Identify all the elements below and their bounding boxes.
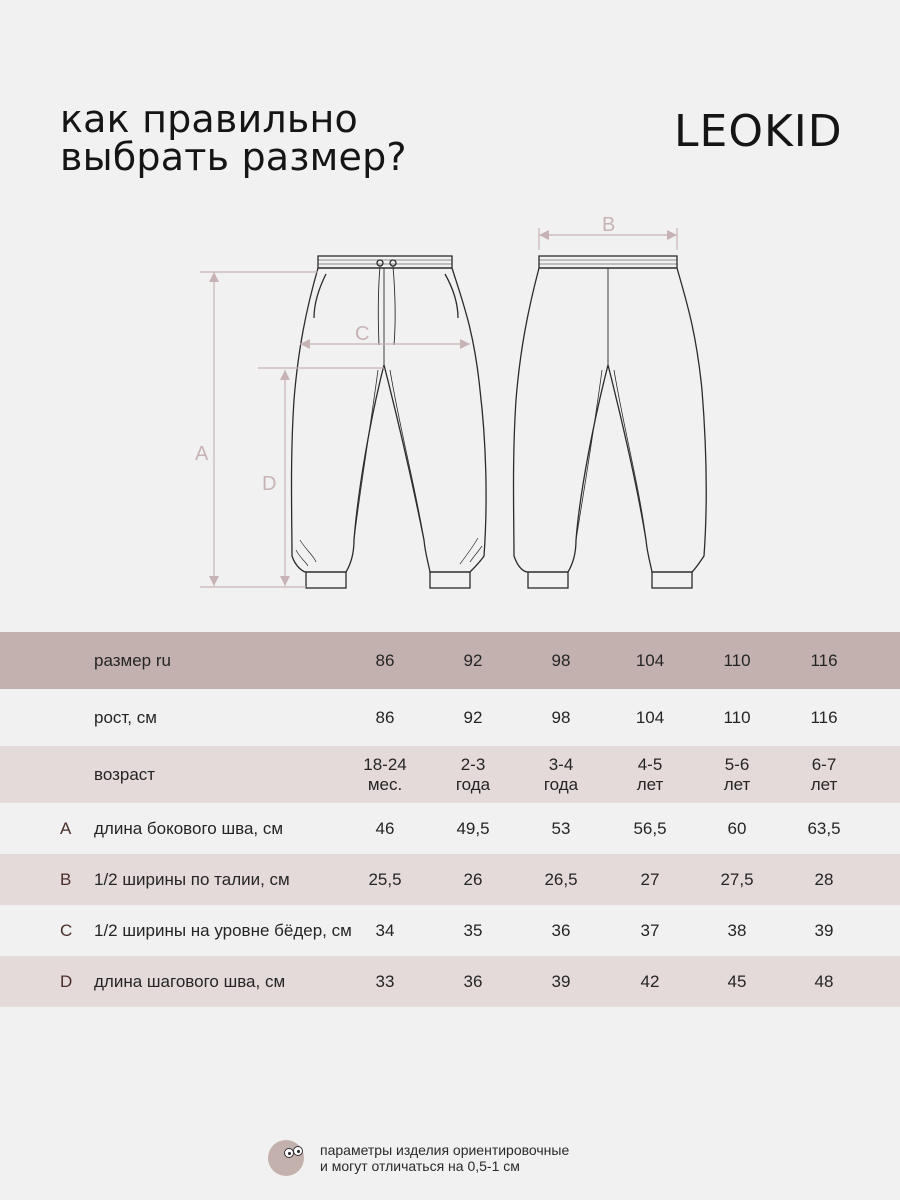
- table-cell: 35: [463, 920, 483, 940]
- mascot-icon: [268, 1140, 304, 1176]
- table-cell: 45: [727, 971, 747, 991]
- table-cell: 26: [463, 869, 483, 889]
- table-cell: 27: [640, 869, 660, 889]
- drawstring-eyelet-right: [390, 260, 396, 266]
- table-row: [0, 905, 900, 956]
- table-row: [0, 632, 900, 689]
- table-row: [0, 746, 900, 803]
- table-cell: 42: [640, 971, 660, 991]
- table-cell: 98: [551, 650, 571, 670]
- row-letter: C: [60, 920, 73, 940]
- measure-c-label: C: [355, 323, 370, 345]
- table-cell: 116: [810, 650, 838, 670]
- back-outline: [514, 268, 707, 572]
- table-cell: 5-6 лет: [723, 754, 751, 794]
- table-cell: 46: [375, 818, 395, 838]
- row-label: возраст: [94, 764, 156, 784]
- title-line-1: как правильно: [60, 97, 358, 141]
- table-row: [0, 689, 900, 746]
- table-cell: 28: [814, 869, 834, 889]
- pants-diagram: [0, 200, 900, 600]
- row-letter: A: [60, 818, 72, 838]
- table-cell: 27,5: [720, 869, 754, 889]
- front-outline: [292, 268, 487, 572]
- table-row: [0, 803, 900, 854]
- table-cell: 110: [723, 707, 751, 727]
- table-cell: 53: [551, 818, 571, 838]
- table-cell: 49,5: [456, 818, 490, 838]
- table-cell: 104: [635, 707, 665, 727]
- front-left-pocket: [314, 274, 326, 318]
- table-cell: 56,5: [633, 818, 667, 838]
- table-cell: 63,5: [807, 818, 841, 838]
- table-cell: 6-7 лет: [810, 754, 838, 794]
- measurement-lines: [200, 228, 677, 587]
- footer-note-line-1: параметры изделия ориентировочные: [320, 1142, 570, 1158]
- row-letter: D: [60, 971, 73, 991]
- table-cell: 48: [814, 971, 834, 991]
- table-cell: 37: [640, 920, 660, 940]
- footer-note-line-2: и могут отличаться на 0,5-1 см: [320, 1158, 520, 1174]
- table-cell: 38: [727, 920, 747, 940]
- row-label: 1/2 ширины по талии, см: [94, 869, 290, 889]
- table-cell: 3-4 года: [543, 754, 579, 794]
- measure-a-label: A: [195, 443, 209, 465]
- measure-b-label: B: [602, 214, 616, 236]
- table-row: [0, 956, 900, 1007]
- table-cell: 116: [810, 707, 838, 727]
- measurement-arrows: [209, 230, 677, 586]
- drawstrings: [378, 266, 395, 345]
- back-right-cuff: [652, 572, 692, 588]
- table-cell: 36: [551, 920, 571, 940]
- table-cell: 92: [463, 707, 483, 727]
- table-cell: 39: [551, 971, 571, 991]
- row-letter: B: [60, 869, 72, 889]
- table-cell: 4-5 лет: [636, 754, 664, 794]
- table-cell: 60: [727, 818, 747, 838]
- row-label: рост, см: [94, 707, 157, 727]
- brand-logo: LEOKID: [674, 106, 843, 157]
- table-cell: 26,5: [544, 869, 578, 889]
- back-left-cuff: [528, 572, 568, 588]
- size-table: [0, 632, 900, 1007]
- title-line-2: выбрать размер?: [60, 135, 407, 179]
- table-cell: 104: [635, 650, 665, 670]
- row-label: 1/2 ширины на уровне бёдер, см: [94, 920, 352, 940]
- table-cell: 2-3 года: [455, 754, 491, 794]
- table-cell: 92: [463, 650, 483, 670]
- table-cell: 34: [375, 920, 395, 940]
- measure-d-label: D: [262, 473, 277, 495]
- table-cell: 86: [375, 650, 395, 670]
- pants-front: [292, 256, 487, 588]
- front-right-cuff: [430, 572, 470, 588]
- back-waistband: [539, 256, 677, 268]
- drawstring-eyelet-left: [377, 260, 383, 266]
- table-cell: 33: [375, 971, 395, 991]
- page-title: [60, 97, 407, 179]
- front-left-cuff: [306, 572, 346, 588]
- pants-back: [514, 256, 707, 588]
- table-row: [0, 854, 900, 905]
- row-label: размер ru: [94, 650, 171, 670]
- table-cell: 36: [463, 971, 483, 991]
- table-cell: 25,5: [368, 869, 402, 889]
- table-cell: 18-24 мес.: [363, 754, 407, 794]
- table-cell: 39: [814, 920, 834, 940]
- row-label: длина шагового шва, см: [94, 971, 286, 991]
- table-cell: 110: [723, 650, 751, 670]
- table-cell: 98: [551, 707, 571, 727]
- row-label: длина бокового шва, см: [94, 818, 284, 838]
- front-waistband: [318, 256, 452, 268]
- table-cell: 86: [375, 707, 395, 727]
